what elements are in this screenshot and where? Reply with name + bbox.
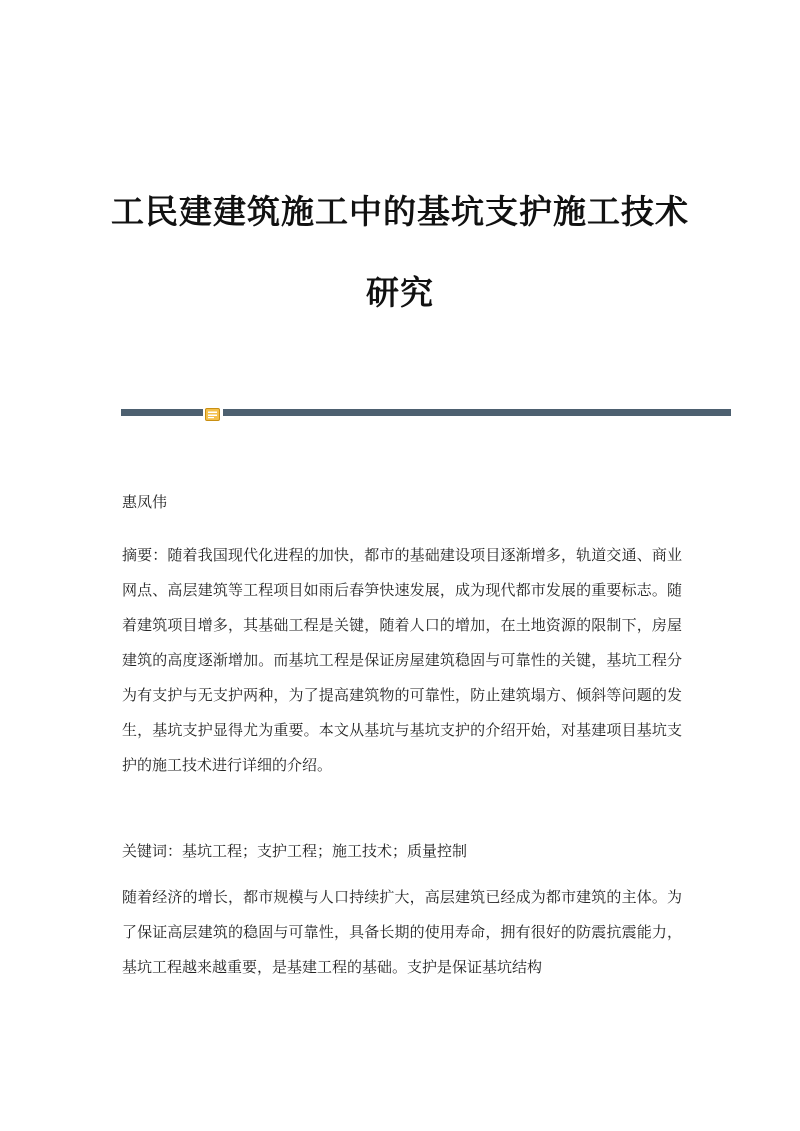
title-line-2: 研究 — [366, 273, 434, 312]
title-divider-right — [223, 409, 731, 416]
title-line-1: 工民建建筑施工中的基坑支护施工技术 — [111, 192, 689, 231]
keywords-line: 关键词：基坑工程；支护工程；施工技术；质量控制 — [122, 842, 468, 860]
body-paragraph: 随着经济的增长，都市规模与人口持续扩大，高层建筑已经成为都市建筑的主体。为了保证高层建筑的稳固与可靠性，具备长期的使用寿命，拥有很好的防震抗震能力，基坑工程越来越重要，是基建工程的基础。支护是保证基坑结构 — [122, 888, 682, 976]
abstract-paragraph: 摘要：随着我国现代化进程的加快，都市的基础建设项目逐渐增多，轨道交通、商业网点、高层建筑等工程项目如雨后春笋快速发展，成为现代都市发展的重要标志。随着建筑项目增多，其基础工程是关键，随着人口的增加，在土地资源的限制下，房屋建筑的高度逐渐增加。而基坑工程是保证房屋建筑稳固与可靠性的关键，基坑工程分为有支护与无支护两种，为了提高建筑物的可靠性，防止建筑塌方、倾斜等问题的发生，基坑支护显得尤为重要。本文从基坑与基坑支护的介绍开始，对基建项目基坑支护的施工技术进行详细的介绍。 — [122, 546, 682, 774]
title-divider-left — [121, 409, 203, 416]
author-name: 惠凤伟 — [122, 493, 168, 511]
document-icon — [205, 406, 220, 419]
